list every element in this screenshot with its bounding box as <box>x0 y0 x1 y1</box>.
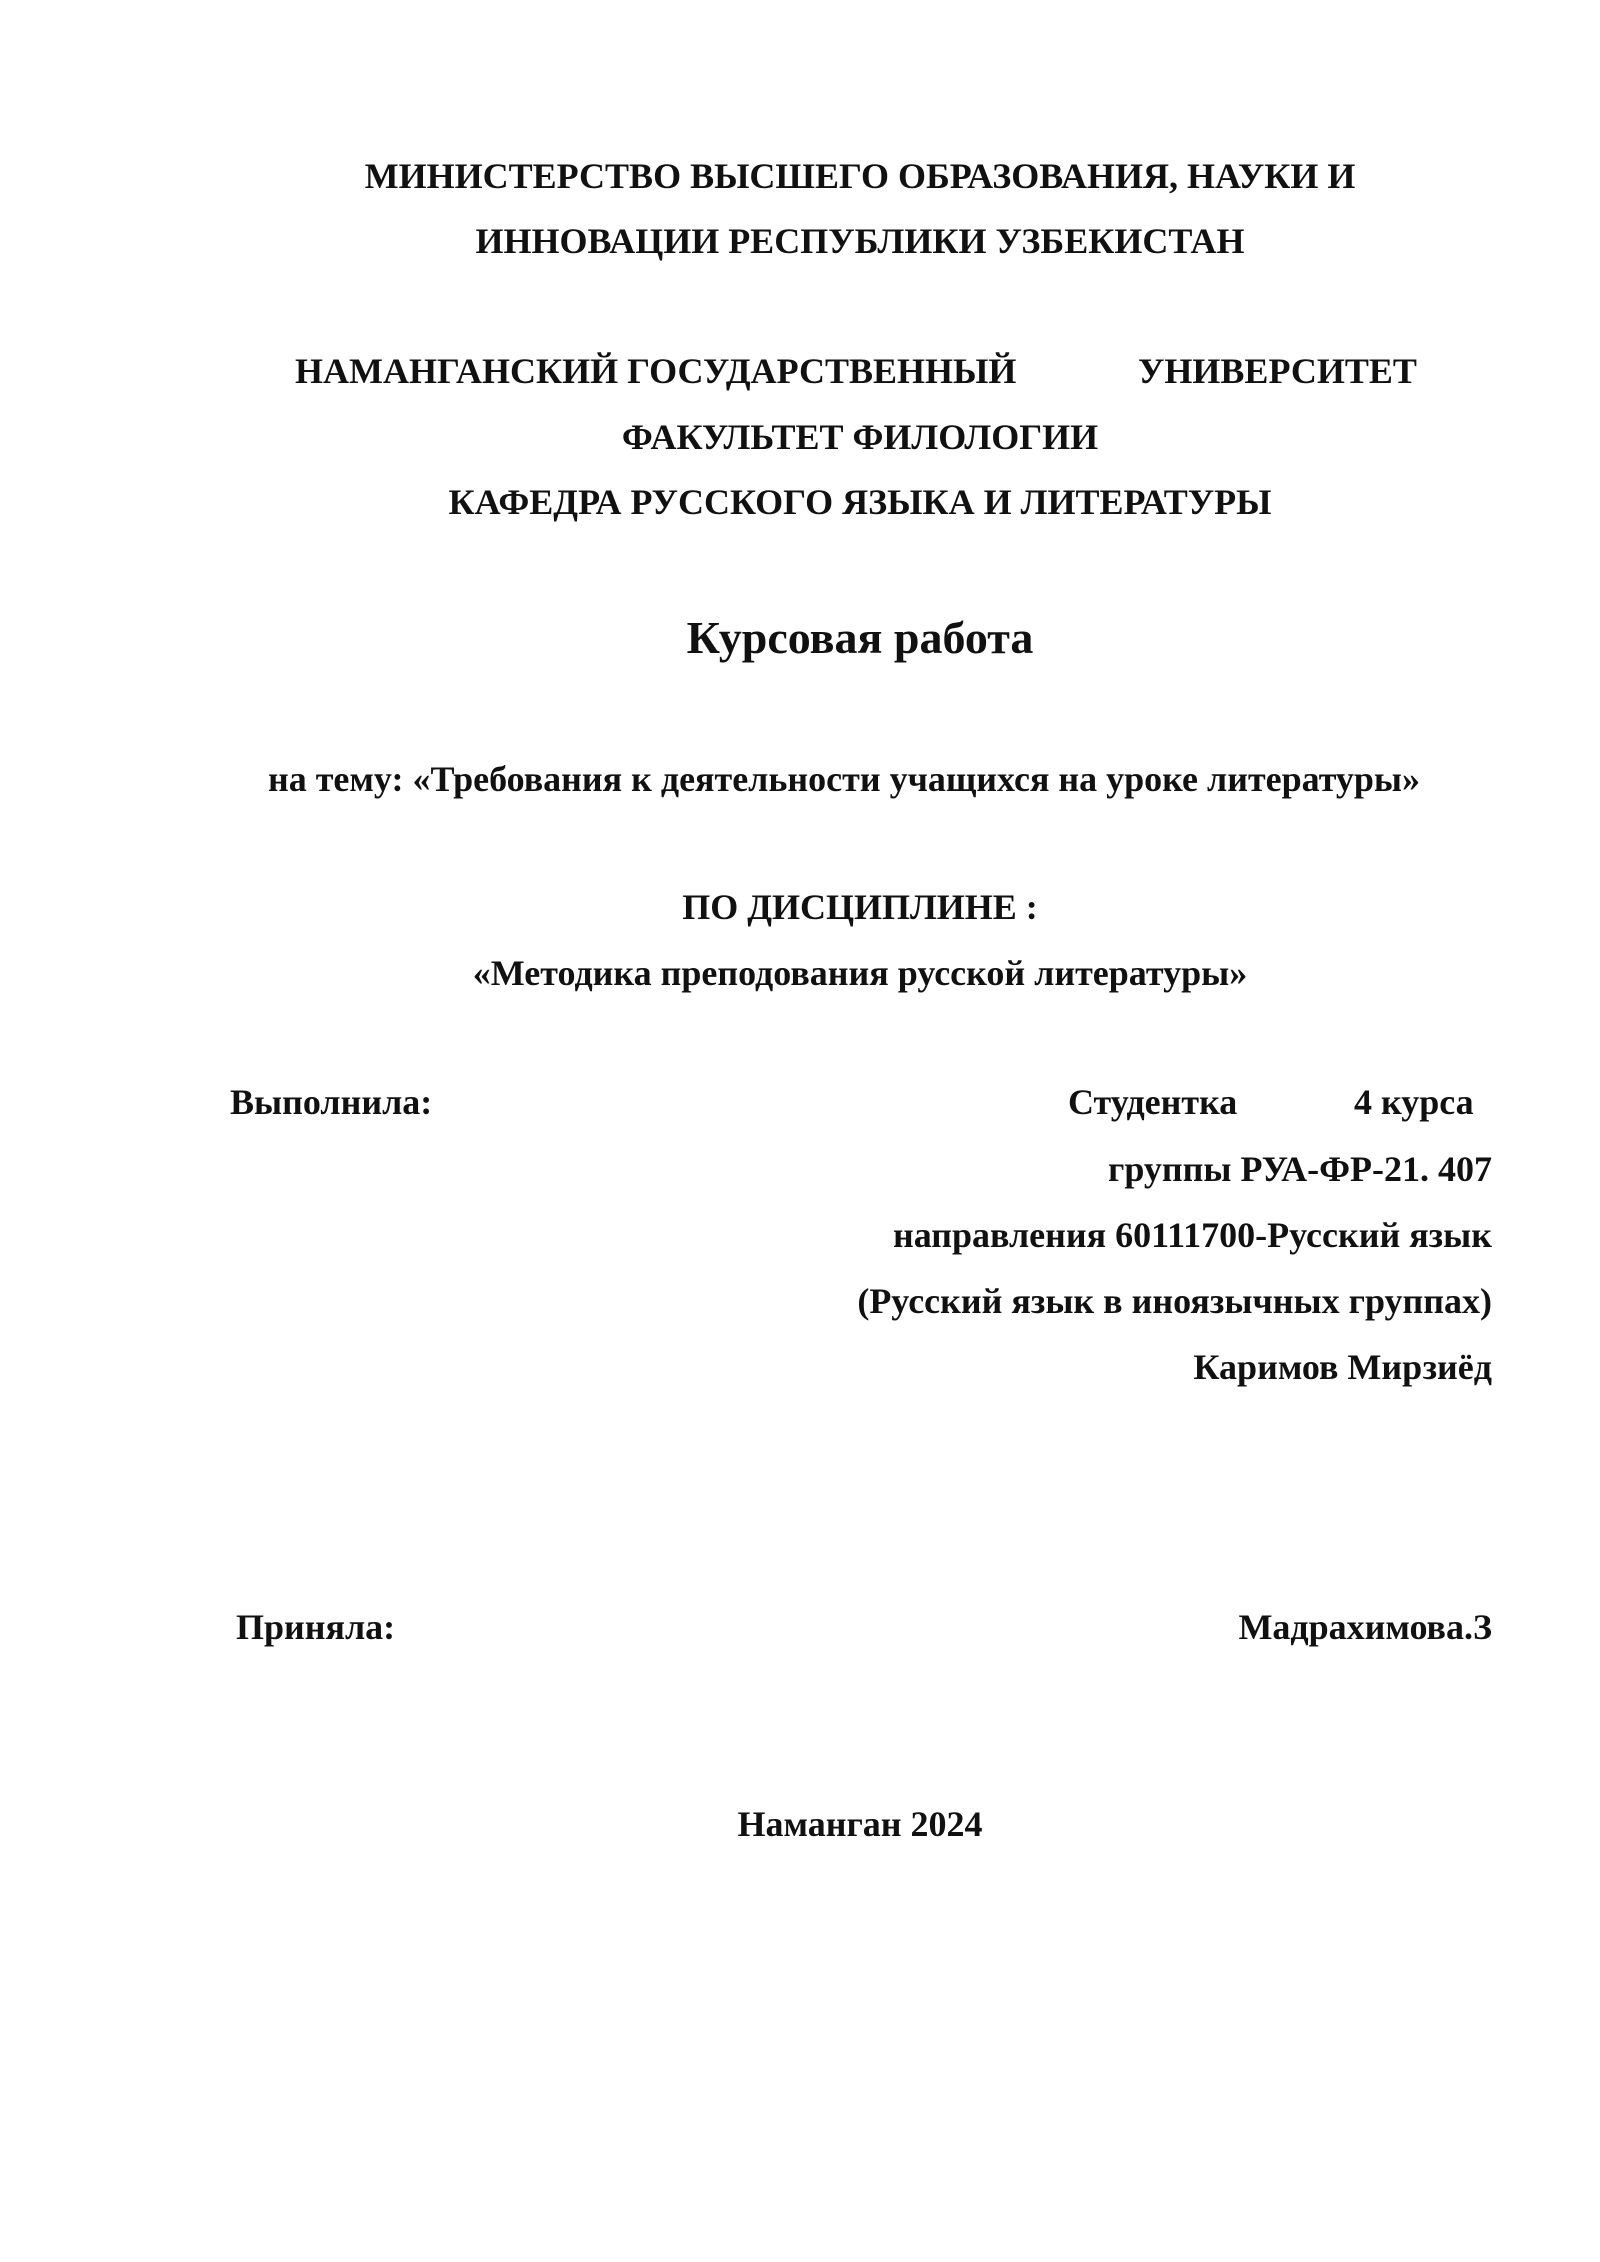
city-year: Наманган 2024 <box>737 1804 983 1844</box>
university-name-part-1: НАМАНГАНСКИЙ ГОСУДАРСТВЕННЫЙ <box>295 351 1017 391</box>
discipline-name: «Методика преподования русской литературы» <box>472 953 1248 993</box>
reviewer-name: Мадрахимова.З <box>1238 1607 1492 1647</box>
department-name: КАФЕДРА РУССКОГО ЯЗЫКА И ЛИТЕРАТУРЫ <box>448 482 1272 522</box>
author-label: Выполнила: <box>230 1082 433 1122</box>
author-direction: направления 60111700-Русский язык <box>892 1215 1492 1255</box>
author-group: группы РУА-ФР-21. 407 <box>1107 1149 1492 1189</box>
work-type-title: Курсовая работа <box>686 612 1034 663</box>
ministry-line-1: МИНИСТЕРСТВО ВЫСШЕГО ОБРАЗОВАНИЯ, НАУКИ И <box>364 156 1356 196</box>
author-direction-note: (Русский язык в иноязычных группах) <box>857 1281 1492 1321</box>
author-status: Студентка <box>1068 1082 1238 1122</box>
discipline-label: ПО ДИСЦИПЛИНЕ : <box>682 887 1038 927</box>
ministry-line-2: ИННОВАЦИИ РЕСПУБЛИКИ УЗБЕКИСТАН <box>475 221 1245 261</box>
university-name-part-2: УНИВЕРСИТЕТ <box>1138 351 1417 391</box>
reviewer-label: Приняла: <box>236 1607 396 1647</box>
author-name: Каримов Мирзиёд <box>1193 1347 1492 1387</box>
author-course: 4 курса <box>1354 1082 1474 1122</box>
faculty-name: ФАКУЛЬТЕТ ФИЛОЛОГИИ <box>621 417 1099 457</box>
work-topic: на тему: «Требования к деятельности учащихся на уроке литературы» <box>268 759 1421 799</box>
